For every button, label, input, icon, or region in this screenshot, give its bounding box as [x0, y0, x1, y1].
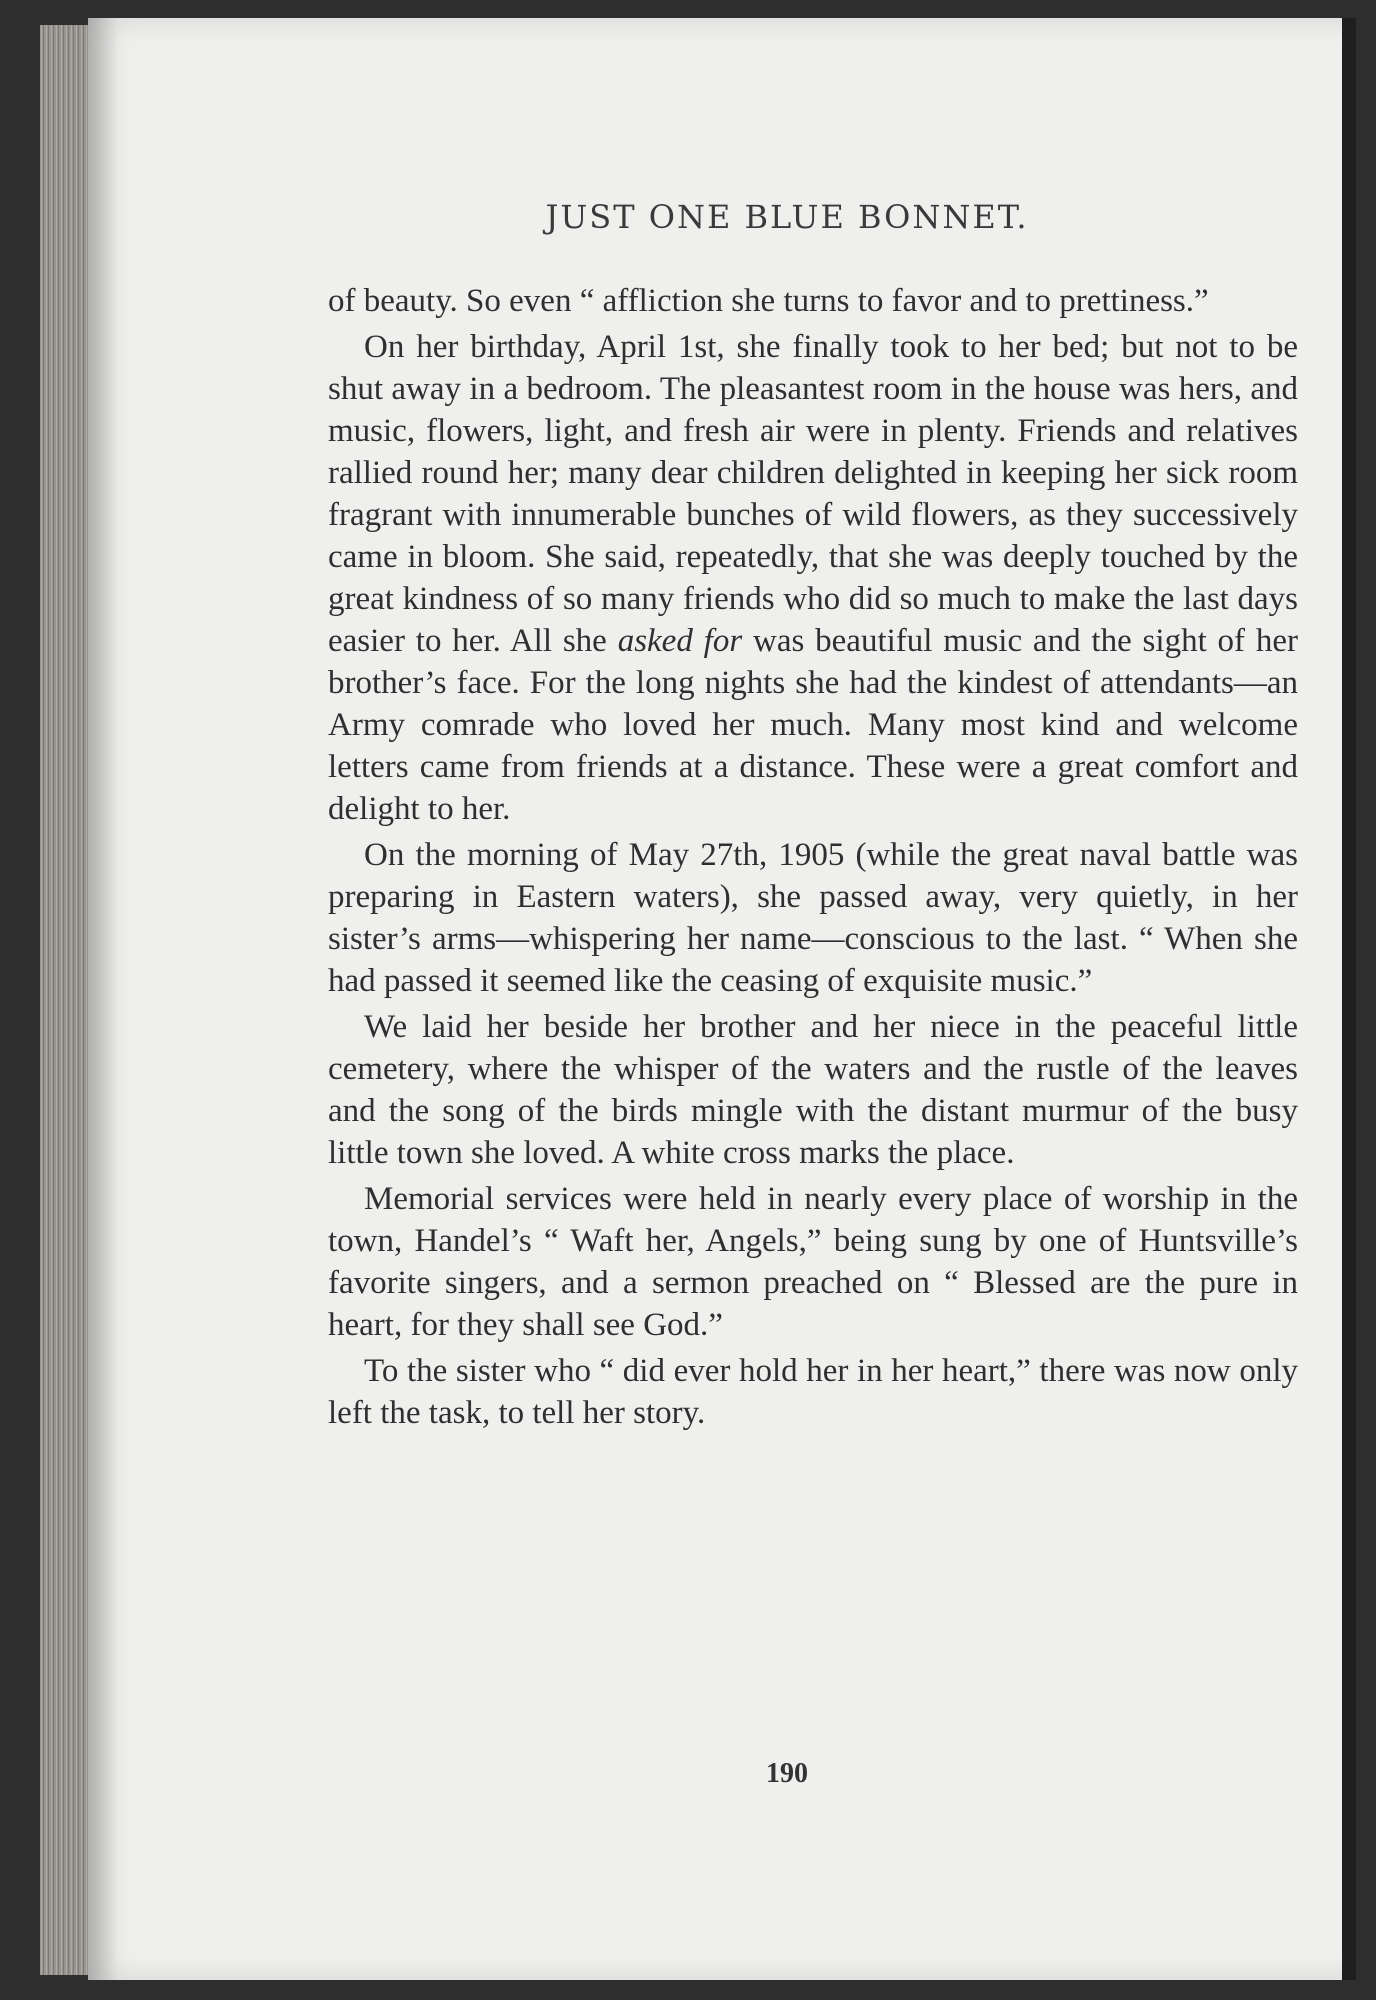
paragraph-2-text: On her birthday, April 1st, she finally took to her bed; but not to be shut away in a bedroom. The pleasantest room in the house was hers, and music, flowers, light, and fresh air were in plenty. Friends and relatives rallied round her; many dear children delighted in keeping her sick room fragrant with innumerable bunches of wild flowers, as they successively came in bloom. She said, repeatedly, that she was deeply touched by the great kindness of so many friends who did so much to make the last days easier to her. All she	[328, 329, 1298, 659]
page-number: 190	[766, 1758, 808, 1789]
paragraph-1: of beauty. So even “ affliction she turns to favor and to prettiness.”	[328, 283, 1209, 319]
right-edge	[1342, 18, 1356, 1980]
paragraph-4: We laid her beside her brother and her niece in the peaceful little cemetery, where the whisper of the waters and the rustle of the leaves and the song of the birds mingle with the distant murmur of the busy little town she loved. A white cross marks the place.	[328, 1009, 1298, 1171]
paragraph-6: To the sister who “ did ever hold her in her heart,” there was now only left the task, to tell her story.	[328, 1353, 1298, 1431]
running-head: JUST ONE BLUE BONNET.	[545, 198, 1029, 236]
body-text	[328, 280, 1298, 1438]
spine-shadow	[88, 18, 118, 1980]
book-page	[88, 18, 1356, 1980]
paragraph-2-italic: asked for	[617, 623, 743, 659]
paragraph-2	[328, 326, 1298, 830]
paragraph-5: Memorial services were held in nearly every place of worship in the town, Handel’s “ Waft her, Angels,” being sung by one of Huntsville’s favorite singers, and a sermon preached on “ Blessed are the pure in heart, for they shall see God.”	[328, 1181, 1298, 1343]
paragraph-3: On the morning of May 27th, 1905 (while the great naval battle was preparing in Eastern waters), she passed away, very quietly, in her sister’s arms—whispering her name—conscious to the last. “ When she had passed it seemed like the ceasing of exquisite music.”	[328, 837, 1298, 999]
paragraph-2-tail: was beautiful music and the sight of her brother’s face. For the long nights she had the kindest of attendants—an Army comrade who loved her much. Many most kind and welcome letters came from friends at a distance. These were a great comfort and delight to her.	[328, 623, 1299, 827]
